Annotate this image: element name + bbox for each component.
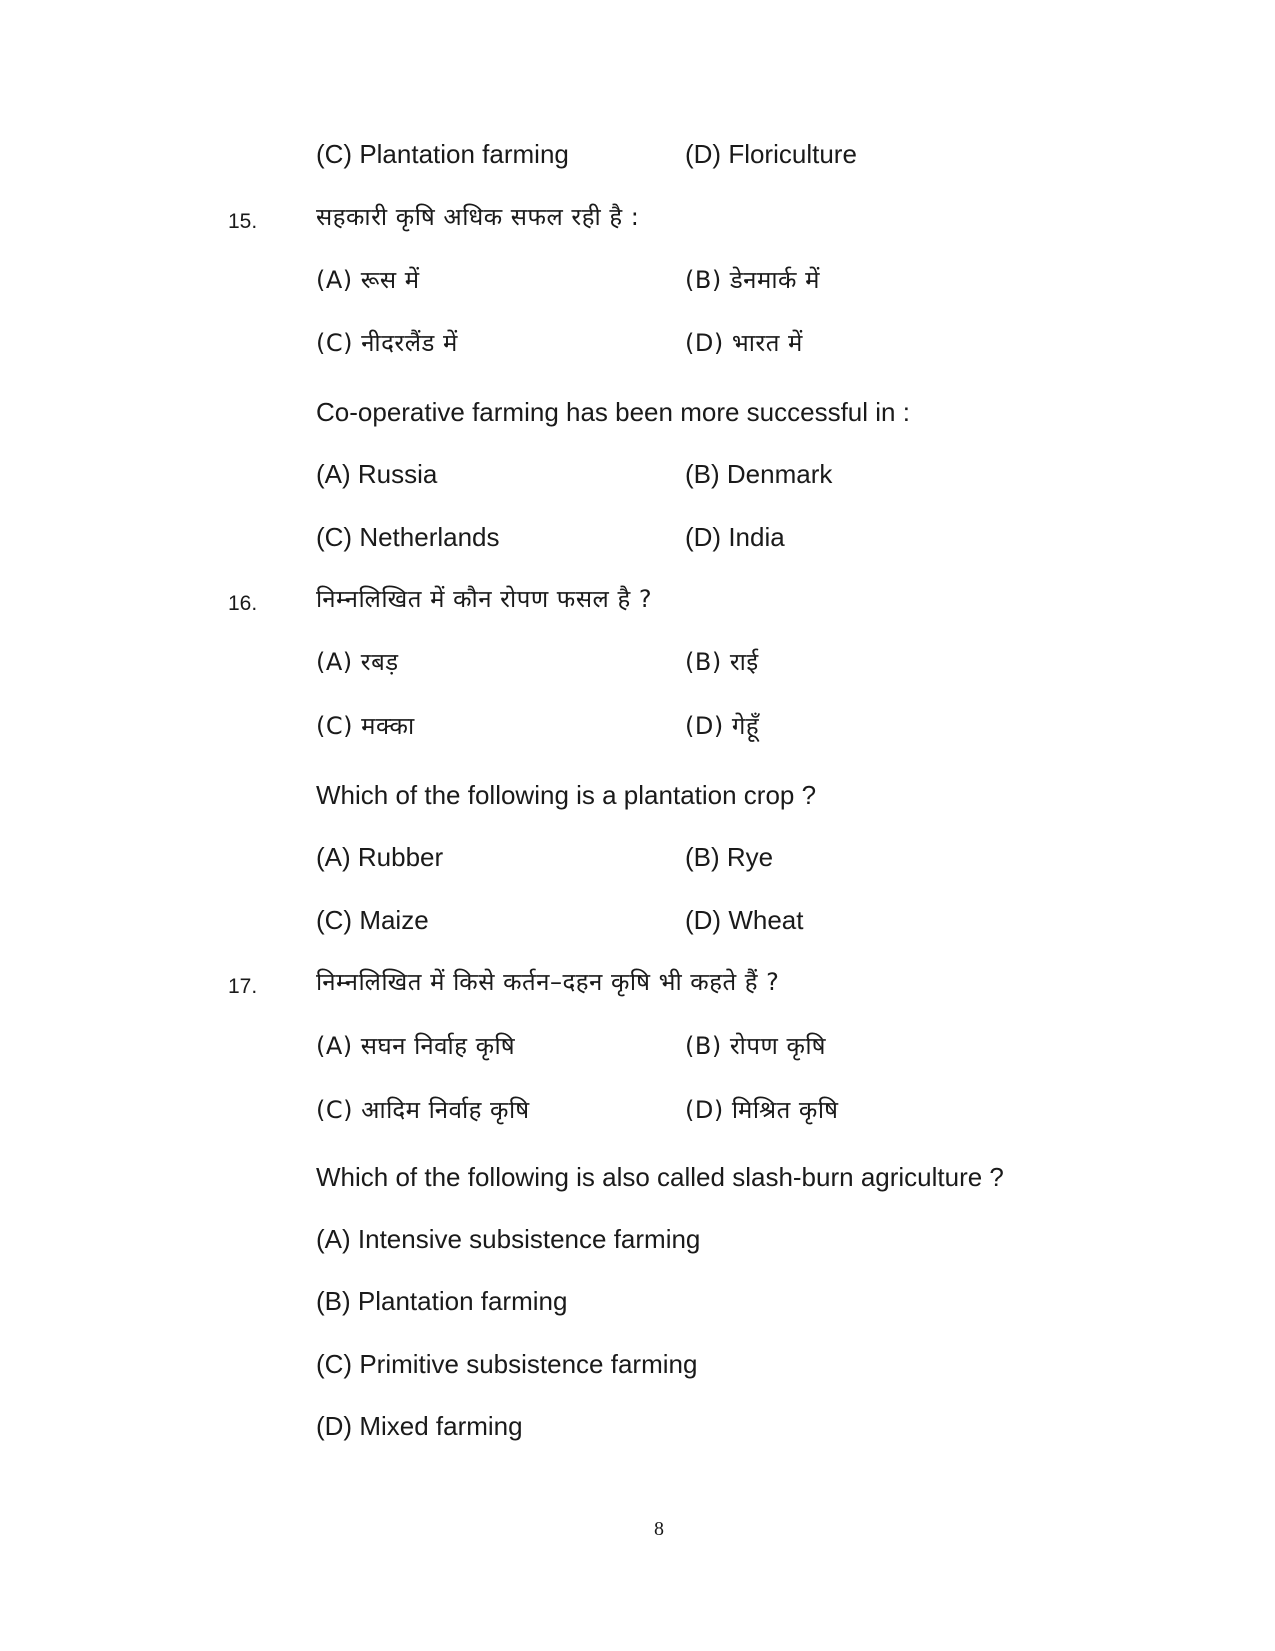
page-number: 8 bbox=[654, 1518, 664, 1540]
q15-english-option-c: (C) Netherlands bbox=[316, 522, 500, 552]
q16-english-option-d: (D) Wheat bbox=[685, 905, 804, 935]
q17-hindi-option-d: (D) मिश्रित कृषि bbox=[685, 1096, 839, 1124]
q16-hindi-option-a: (A) रबड़ bbox=[316, 648, 399, 676]
q17-number: 17. bbox=[228, 975, 258, 998]
q14-option-c: (C) Plantation farming bbox=[316, 139, 569, 169]
q15-english-option-a: (A) Russia bbox=[316, 459, 438, 489]
q15-hindi-option-d: (D) भारत में bbox=[685, 329, 803, 357]
q16-english-option-b: (B) Rye bbox=[685, 842, 774, 872]
q15-english-question: Co-operative farming has been more successful in : bbox=[316, 397, 910, 427]
q15-english-option-d: (D) India bbox=[685, 522, 785, 552]
q16-hindi-option-c: (C) मक्का bbox=[316, 712, 415, 740]
q17-english-option-c: (C) Primitive subsistence farming bbox=[316, 1349, 698, 1379]
q17-english-option-b: (B) Plantation farming bbox=[316, 1286, 568, 1316]
q17-english-option-a: (A) Intensive subsistence farming bbox=[316, 1224, 701, 1254]
q16-english-question: Which of the following is a plantation crop ? bbox=[316, 780, 817, 810]
q15-hindi-question: सहकारी कृषि अधिक सफल रही है : bbox=[316, 203, 640, 231]
q17-english-question: Which of the following is also called slash-burn agriculture ? bbox=[316, 1162, 1004, 1192]
q14-option-d: (D) Floriculture bbox=[685, 139, 857, 169]
q15-hindi-option-a: (A) रूस में bbox=[316, 266, 420, 294]
q17-hindi-question: निम्नलिखित में किसे कर्तन–दहन कृषि भी कहते हैं ? bbox=[316, 968, 780, 996]
q17-english-option-d: (D) Mixed farming bbox=[316, 1411, 523, 1441]
q17-hindi-option-c: (C) आदिम निर्वाह कृषि bbox=[316, 1096, 530, 1124]
q16-hindi-option-b: (B) राई bbox=[685, 648, 759, 676]
q15-english-option-b: (B) Denmark bbox=[685, 459, 833, 489]
q15-number: 15. bbox=[228, 210, 258, 233]
q16-number: 16. bbox=[228, 592, 258, 615]
q17-hindi-option-b: (B) रोपण कृषि bbox=[685, 1032, 826, 1060]
q16-english-option-a: (A) Rubber bbox=[316, 842, 444, 872]
q15-hindi-option-c: (C) नीदरलैंड में bbox=[316, 329, 458, 357]
q16-hindi-option-d: (D) गेहूँ bbox=[685, 712, 760, 740]
q17-hindi-option-a: (A) सघन निर्वाह कृषि bbox=[316, 1032, 516, 1060]
q16-english-option-c: (C) Maize bbox=[316, 905, 429, 935]
q15-hindi-option-b: (B) डेनमार्क में bbox=[685, 266, 820, 294]
q16-hindi-question: निम्नलिखित में कौन रोपण फसल है ? bbox=[316, 585, 653, 613]
